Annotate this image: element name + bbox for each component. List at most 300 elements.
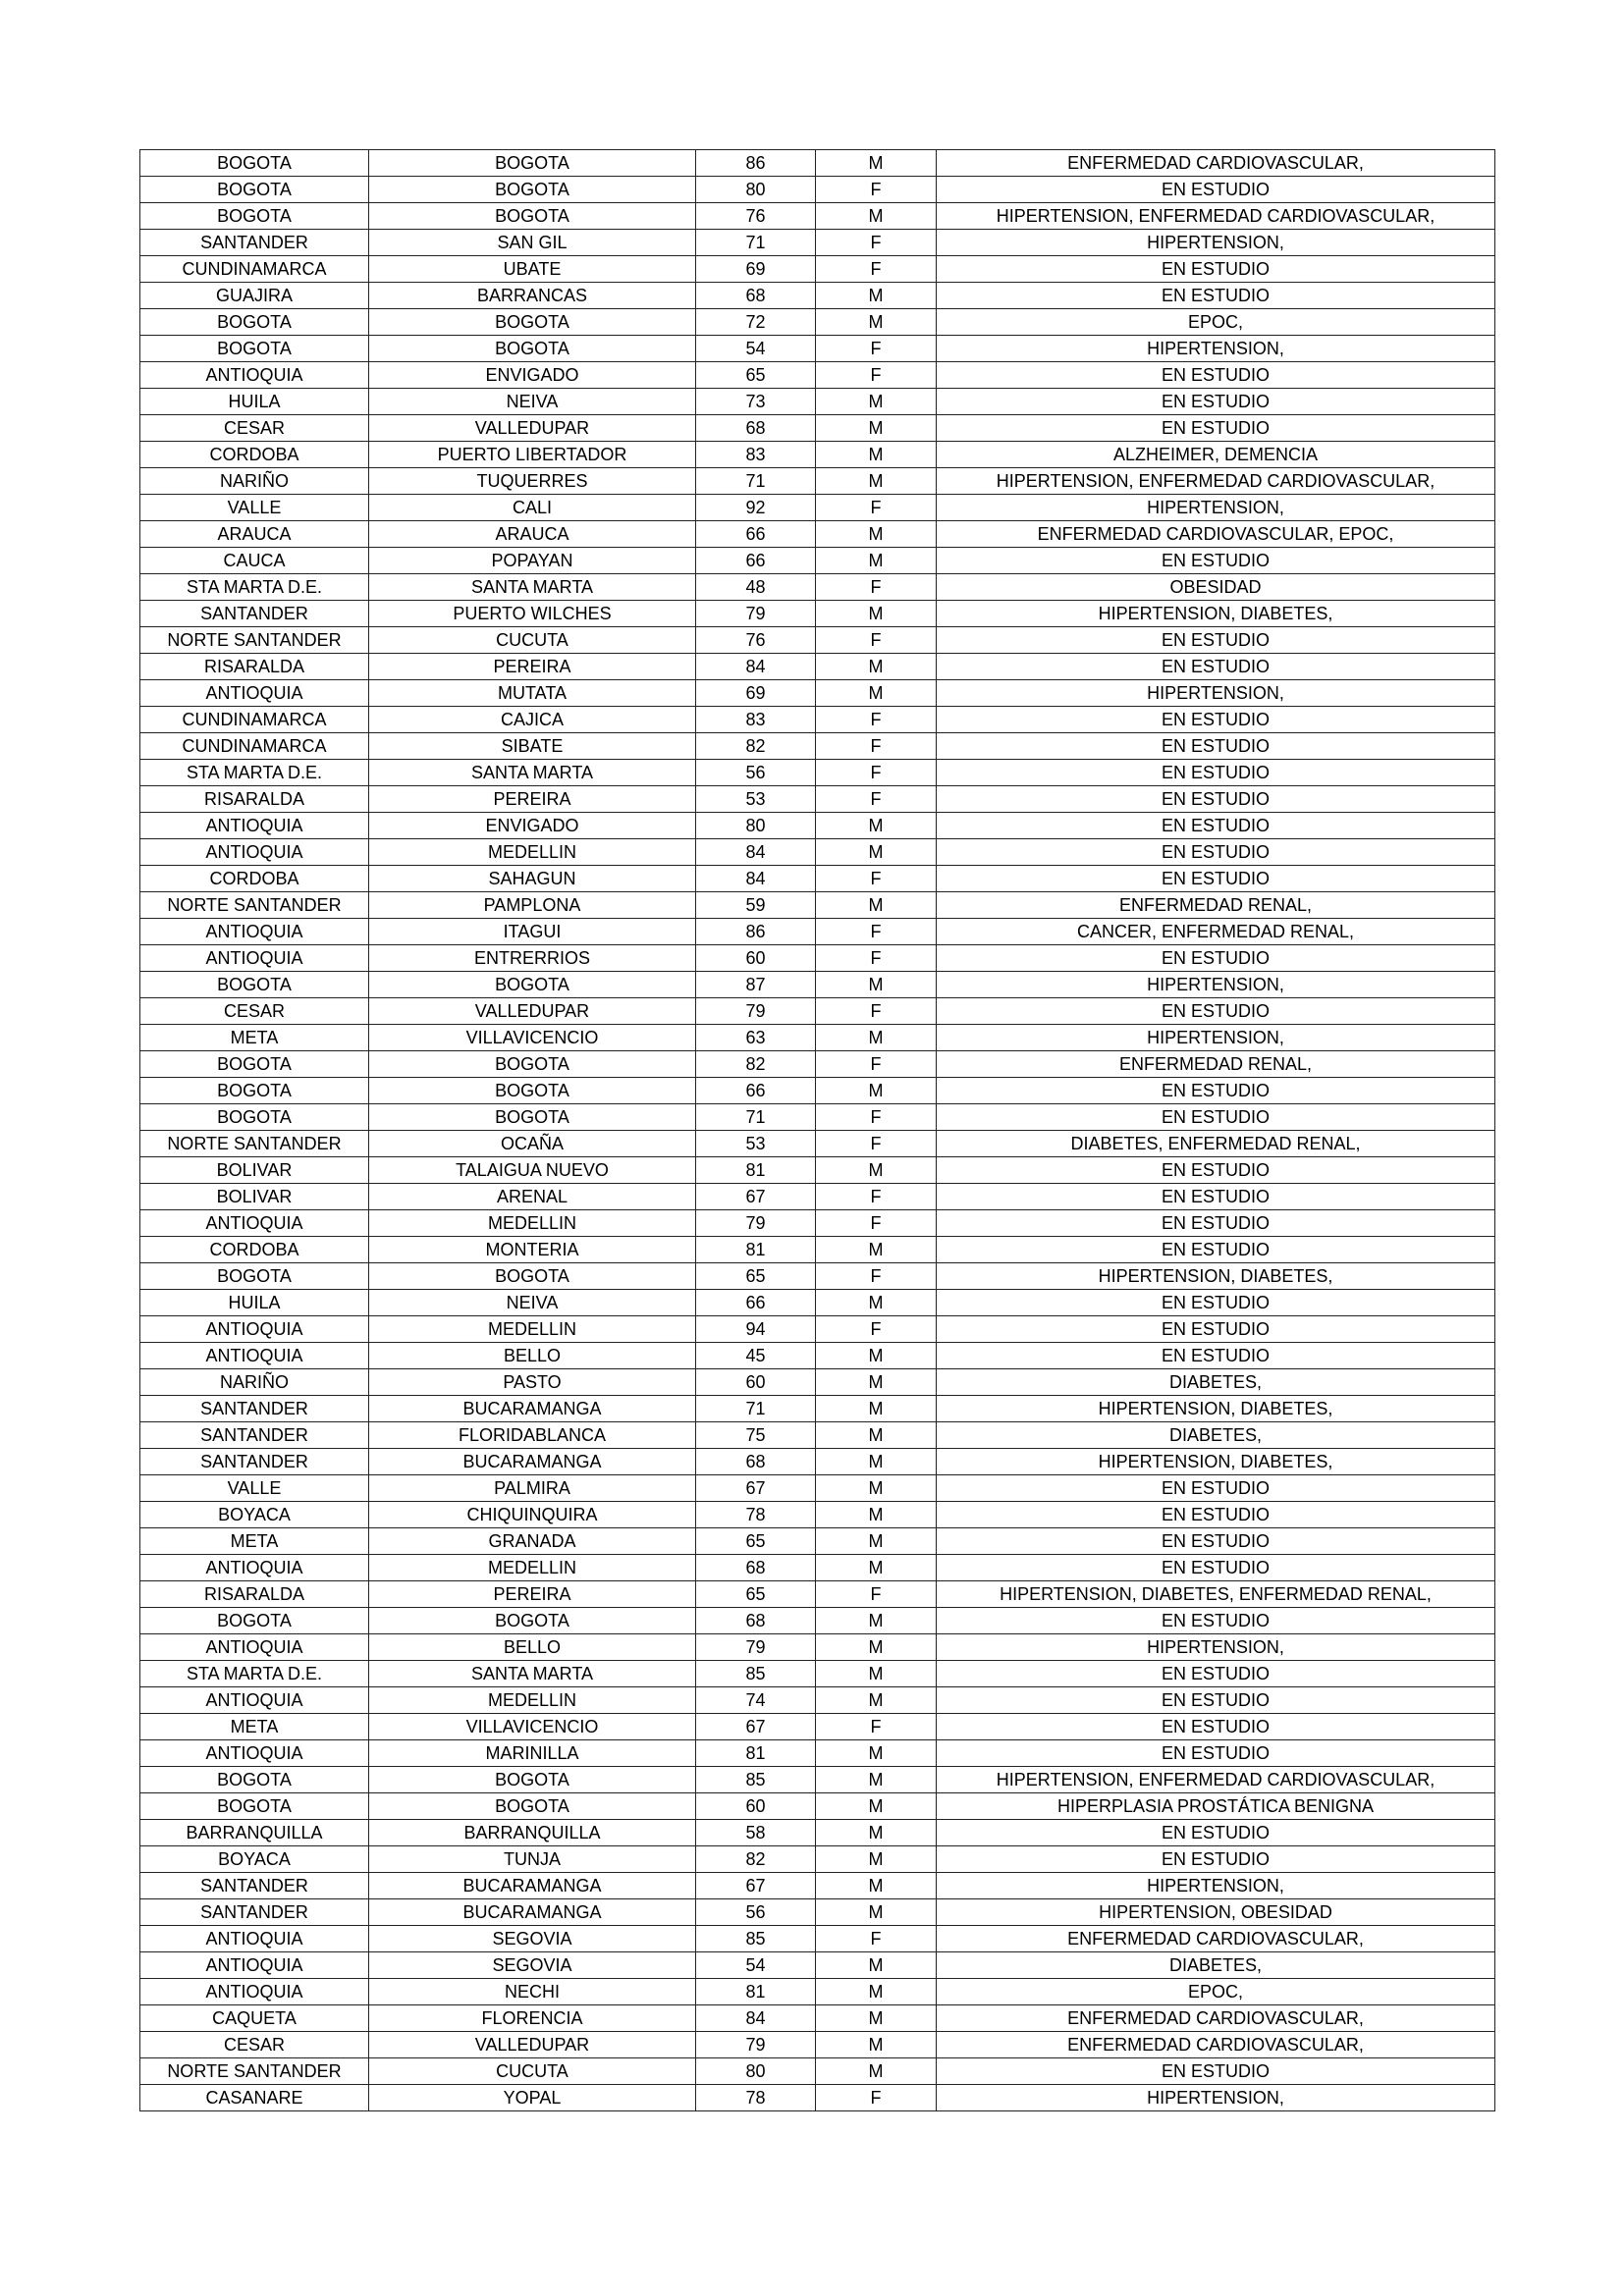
sex-cell: M: [816, 1369, 937, 1396]
sex-cell: F: [816, 1210, 937, 1237]
table-row: [140, 972, 1495, 998]
department-cell: CASANARE: [140, 2085, 369, 2111]
department-cell: BOGOTA: [140, 309, 369, 336]
age-cell: 87: [696, 972, 816, 998]
table-row: [140, 1634, 1495, 1661]
condition-cell: HIPERTENSION, OBESIDAD: [937, 1899, 1495, 1926]
table-row: [140, 362, 1495, 389]
age-cell: 69: [696, 680, 816, 707]
sex-cell: F: [816, 177, 937, 203]
sex-cell: M: [816, 1025, 937, 1051]
table-row: [140, 1714, 1495, 1740]
municipality-cell: VALLEDUPAR: [369, 2032, 696, 2058]
age-cell: 74: [696, 1687, 816, 1714]
municipality-cell: NECHI: [369, 1979, 696, 2005]
table-row: [140, 1078, 1495, 1104]
condition-cell: HIPERTENSION, DIABETES,: [937, 1396, 1495, 1422]
condition-cell: EN ESTUDIO: [937, 283, 1495, 309]
municipality-cell: BOGOTA: [369, 1608, 696, 1634]
department-cell: CORDOBA: [140, 442, 369, 468]
department-cell: ANTIOQUIA: [140, 1634, 369, 1661]
condition-cell: ENFERMEDAD RENAL,: [937, 1051, 1495, 1078]
municipality-cell: VALLEDUPAR: [369, 415, 696, 442]
condition-cell: EN ESTUDIO: [937, 1846, 1495, 1873]
table-row: [140, 574, 1495, 601]
condition-cell: EN ESTUDIO: [937, 707, 1495, 733]
sex-cell: M: [816, 548, 937, 574]
department-cell: SANTANDER: [140, 601, 369, 627]
age-cell: 72: [696, 309, 816, 336]
sex-cell: F: [816, 1581, 937, 1608]
condition-cell: ALZHEIMER, DEMENCIA: [937, 442, 1495, 468]
age-cell: 81: [696, 1979, 816, 2005]
municipality-cell: SEGOVIA: [369, 1952, 696, 1979]
municipality-cell: PEREIRA: [369, 654, 696, 680]
sex-cell: M: [816, 1687, 937, 1714]
age-cell: 80: [696, 2058, 816, 2085]
age-cell: 48: [696, 574, 816, 601]
municipality-cell: BARRANCAS: [369, 283, 696, 309]
department-cell: ANTIOQUIA: [140, 1952, 369, 1979]
municipality-cell: NEIVA: [369, 1290, 696, 1316]
condition-cell: EPOC,: [937, 309, 1495, 336]
condition-cell: EN ESTUDIO: [937, 1608, 1495, 1634]
age-cell: 53: [696, 1131, 816, 1157]
sex-cell: M: [816, 1078, 937, 1104]
municipality-cell: PASTO: [369, 1369, 696, 1396]
condition-cell: EN ESTUDIO: [937, 733, 1495, 760]
table-row: [140, 230, 1495, 256]
municipality-cell: BUCARAMANGA: [369, 1396, 696, 1422]
municipality-cell: BARRANQUILLA: [369, 1820, 696, 1846]
condition-cell: HIPERTENSION,: [937, 1873, 1495, 1899]
age-cell: 67: [696, 1714, 816, 1740]
sex-cell: F: [816, 945, 937, 972]
department-cell: CESAR: [140, 2032, 369, 2058]
condition-cell: EN ESTUDIO: [937, 945, 1495, 972]
department-cell: BOLIVAR: [140, 1157, 369, 1184]
condition-cell: EN ESTUDIO: [937, 1237, 1495, 1263]
condition-cell: EN ESTUDIO: [937, 177, 1495, 203]
age-cell: 65: [696, 362, 816, 389]
sex-cell: M: [816, 1343, 937, 1369]
department-cell: SANTANDER: [140, 1873, 369, 1899]
department-cell: VALLE: [140, 1475, 369, 1502]
municipality-cell: MARINILLA: [369, 1740, 696, 1767]
table-row: [140, 2058, 1495, 2085]
table-row: [140, 336, 1495, 362]
municipality-cell: MEDELLIN: [369, 1555, 696, 1581]
sex-cell: M: [816, 972, 937, 998]
department-cell: BOGOTA: [140, 1104, 369, 1131]
department-cell: NORTE SANTANDER: [140, 1131, 369, 1157]
table-row: [140, 495, 1495, 521]
table-row: [140, 1926, 1495, 1952]
municipality-cell: BUCARAMANGA: [369, 1449, 696, 1475]
age-cell: 53: [696, 786, 816, 813]
sex-cell: F: [816, 786, 937, 813]
table-row: [140, 283, 1495, 309]
table-row: [140, 1237, 1495, 1263]
department-cell: VALLE: [140, 495, 369, 521]
municipality-cell: MONTERIA: [369, 1237, 696, 1263]
age-cell: 92: [696, 495, 816, 521]
condition-cell: EPOC,: [937, 1979, 1495, 2005]
table-row: [140, 1793, 1495, 1820]
age-cell: 68: [696, 1608, 816, 1634]
table-row: [140, 177, 1495, 203]
table-row: [140, 1051, 1495, 1078]
department-cell: SANTANDER: [140, 1899, 369, 1926]
municipality-cell: SEGOVIA: [369, 1926, 696, 1952]
department-cell: ANTIOQUIA: [140, 1979, 369, 2005]
cases-table: [139, 149, 1495, 2111]
department-cell: HUILA: [140, 389, 369, 415]
age-cell: 80: [696, 177, 816, 203]
municipality-cell: ARAUCA: [369, 521, 696, 548]
municipality-cell: BOGOTA: [369, 1104, 696, 1131]
sex-cell: M: [816, 654, 937, 680]
table-row: [140, 150, 1495, 177]
department-cell: RISARALDA: [140, 654, 369, 680]
table-row: [140, 1873, 1495, 1899]
age-cell: 59: [696, 892, 816, 919]
sex-cell: F: [816, 998, 937, 1025]
municipality-cell: BOGOTA: [369, 1793, 696, 1820]
age-cell: 68: [696, 1555, 816, 1581]
table-row: [140, 256, 1495, 283]
age-cell: 76: [696, 203, 816, 230]
sex-cell: M: [816, 1449, 937, 1475]
department-cell: BOYACA: [140, 1846, 369, 1873]
department-cell: ARAUCA: [140, 521, 369, 548]
municipality-cell: ENVIGADO: [369, 813, 696, 839]
table-row: [140, 468, 1495, 495]
condition-cell: EN ESTUDIO: [937, 1687, 1495, 1714]
department-cell: BOGOTA: [140, 203, 369, 230]
department-cell: SANTANDER: [140, 1396, 369, 1422]
municipality-cell: CALI: [369, 495, 696, 521]
sex-cell: M: [816, 1422, 937, 1449]
table-row: [140, 203, 1495, 230]
condition-cell: EN ESTUDIO: [937, 2058, 1495, 2085]
condition-cell: HIPERTENSION,: [937, 972, 1495, 998]
sex-cell: M: [816, 1157, 937, 1184]
municipality-cell: PUERTO WILCHES: [369, 601, 696, 627]
table-row: [140, 389, 1495, 415]
condition-cell: HIPERTENSION, DIABETES, ENFERMEDAD RENAL,: [937, 1581, 1495, 1608]
municipality-cell: ENTRERRIOS: [369, 945, 696, 972]
municipality-cell: YOPAL: [369, 2085, 696, 2111]
department-cell: ANTIOQUIA: [140, 680, 369, 707]
table-row: [140, 1157, 1495, 1184]
condition-cell: HIPERTENSION, DIABETES,: [937, 1449, 1495, 1475]
table-row: [140, 2005, 1495, 2032]
sex-cell: F: [816, 256, 937, 283]
age-cell: 79: [696, 998, 816, 1025]
department-cell: BARRANQUILLA: [140, 1820, 369, 1846]
condition-cell: ENFERMEDAD RENAL,: [937, 892, 1495, 919]
age-cell: 71: [696, 468, 816, 495]
age-cell: 84: [696, 839, 816, 866]
sex-cell: M: [816, 1502, 937, 1528]
condition-cell: EN ESTUDIO: [937, 1714, 1495, 1740]
condition-cell: ENFERMEDAD CARDIOVASCULAR,: [937, 2005, 1495, 2032]
condition-cell: DIABETES, ENFERMEDAD RENAL,: [937, 1131, 1495, 1157]
department-cell: ANTIOQUIA: [140, 1740, 369, 1767]
cases-table-body: [140, 150, 1495, 2111]
department-cell: SANTANDER: [140, 1422, 369, 1449]
sex-cell: M: [816, 813, 937, 839]
age-cell: 73: [696, 389, 816, 415]
sex-cell: M: [816, 1290, 937, 1316]
table-row: [140, 1555, 1495, 1581]
age-cell: 66: [696, 548, 816, 574]
municipality-cell: BOGOTA: [369, 1078, 696, 1104]
table-row: [140, 2085, 1495, 2111]
sex-cell: M: [816, 892, 937, 919]
department-cell: STA MARTA D.E.: [140, 760, 369, 786]
municipality-cell: BUCARAMANGA: [369, 1873, 696, 1899]
sex-cell: F: [816, 1104, 937, 1131]
age-cell: 81: [696, 1740, 816, 1767]
table-row: [140, 1290, 1495, 1316]
age-cell: 83: [696, 442, 816, 468]
sex-cell: M: [816, 1846, 937, 1873]
sex-cell: F: [816, 1316, 937, 1343]
age-cell: 82: [696, 1051, 816, 1078]
age-cell: 66: [696, 521, 816, 548]
table-row: [140, 733, 1495, 760]
condition-cell: EN ESTUDIO: [937, 760, 1495, 786]
sex-cell: F: [816, 1184, 937, 1210]
department-cell: ANTIOQUIA: [140, 813, 369, 839]
municipality-cell: PEREIRA: [369, 1581, 696, 1608]
condition-cell: EN ESTUDIO: [937, 1528, 1495, 1555]
condition-cell: ENFERMEDAD CARDIOVASCULAR,: [937, 150, 1495, 177]
table-row: [140, 2032, 1495, 2058]
table-row: [140, 1740, 1495, 1767]
age-cell: 65: [696, 1581, 816, 1608]
sex-cell: M: [816, 415, 937, 442]
condition-cell: EN ESTUDIO: [937, 548, 1495, 574]
age-cell: 67: [696, 1184, 816, 1210]
sex-cell: F: [816, 707, 937, 733]
municipality-cell: ENVIGADO: [369, 362, 696, 389]
age-cell: 75: [696, 1422, 816, 1449]
municipality-cell: BELLO: [369, 1343, 696, 1369]
age-cell: 84: [696, 2005, 816, 2032]
municipality-cell: ITAGUI: [369, 919, 696, 945]
table-row: [140, 1767, 1495, 1793]
condition-cell: HIPERTENSION,: [937, 230, 1495, 256]
municipality-cell: BOGOTA: [369, 1051, 696, 1078]
department-cell: CORDOBA: [140, 1237, 369, 1263]
sex-cell: M: [816, 442, 937, 468]
municipality-cell: BOGOTA: [369, 150, 696, 177]
sex-cell: M: [816, 1740, 937, 1767]
department-cell: ANTIOQUIA: [140, 839, 369, 866]
sex-cell: M: [816, 283, 937, 309]
sex-cell: M: [816, 521, 937, 548]
department-cell: STA MARTA D.E.: [140, 1661, 369, 1687]
department-cell: CESAR: [140, 415, 369, 442]
municipality-cell: BOGOTA: [369, 309, 696, 336]
department-cell: BOGOTA: [140, 972, 369, 998]
table-row: [140, 601, 1495, 627]
municipality-cell: MEDELLIN: [369, 1210, 696, 1237]
sex-cell: M: [816, 1979, 937, 2005]
municipality-cell: MEDELLIN: [369, 1687, 696, 1714]
age-cell: 76: [696, 627, 816, 654]
sex-cell: F: [816, 1131, 937, 1157]
table-row: [140, 866, 1495, 892]
department-cell: ANTIOQUIA: [140, 1210, 369, 1237]
department-cell: CORDOBA: [140, 866, 369, 892]
sex-cell: F: [816, 1714, 937, 1740]
municipality-cell: SAHAGUN: [369, 866, 696, 892]
table-row: [140, 1502, 1495, 1528]
age-cell: 85: [696, 1661, 816, 1687]
condition-cell: EN ESTUDIO: [937, 415, 1495, 442]
age-cell: 63: [696, 1025, 816, 1051]
table-row: [140, 1025, 1495, 1051]
age-cell: 84: [696, 866, 816, 892]
age-cell: 84: [696, 654, 816, 680]
condition-cell: EN ESTUDIO: [937, 1078, 1495, 1104]
age-cell: 85: [696, 1767, 816, 1793]
age-cell: 56: [696, 760, 816, 786]
condition-cell: EN ESTUDIO: [937, 1555, 1495, 1581]
condition-cell: EN ESTUDIO: [937, 1316, 1495, 1343]
age-cell: 83: [696, 707, 816, 733]
municipality-cell: ARENAL: [369, 1184, 696, 1210]
department-cell: CAUCA: [140, 548, 369, 574]
municipality-cell: CHIQUINQUIRA: [369, 1502, 696, 1528]
condition-cell: EN ESTUDIO: [937, 786, 1495, 813]
sex-cell: F: [816, 574, 937, 601]
sex-cell: M: [816, 389, 937, 415]
sex-cell: M: [816, 1237, 937, 1263]
department-cell: ANTIOQUIA: [140, 1316, 369, 1343]
table-row: [140, 521, 1495, 548]
municipality-cell: TALAIGUA NUEVO: [369, 1157, 696, 1184]
municipality-cell: TUNJA: [369, 1846, 696, 1873]
municipality-cell: NEIVA: [369, 389, 696, 415]
sex-cell: M: [816, 1873, 937, 1899]
age-cell: 79: [696, 1634, 816, 1661]
age-cell: 68: [696, 1449, 816, 1475]
department-cell: ANTIOQUIA: [140, 362, 369, 389]
table-row: [140, 945, 1495, 972]
condition-cell: EN ESTUDIO: [937, 1343, 1495, 1369]
age-cell: 81: [696, 1157, 816, 1184]
sex-cell: F: [816, 1051, 937, 1078]
sex-cell: M: [816, 150, 937, 177]
condition-cell: HIPERTENSION,: [937, 2085, 1495, 2111]
sex-cell: F: [816, 1926, 937, 1952]
table-row: [140, 680, 1495, 707]
table-row: [140, 1131, 1495, 1157]
municipality-cell: BOGOTA: [369, 972, 696, 998]
age-cell: 54: [696, 1952, 816, 1979]
condition-cell: HIPERTENSION,: [937, 336, 1495, 362]
condition-cell: EN ESTUDIO: [937, 1157, 1495, 1184]
table-row: [140, 309, 1495, 336]
age-cell: 69: [696, 256, 816, 283]
municipality-cell: MUTATA: [369, 680, 696, 707]
sex-cell: M: [816, 1475, 937, 1502]
table-row: [140, 1581, 1495, 1608]
condition-cell: HIPERPLASIA PROSTÁTICA BENIGNA: [937, 1793, 1495, 1820]
sex-cell: M: [816, 2032, 937, 2058]
age-cell: 82: [696, 733, 816, 760]
department-cell: ANTIOQUIA: [140, 1926, 369, 1952]
sex-cell: F: [816, 866, 937, 892]
municipality-cell: VILLAVICENCIO: [369, 1025, 696, 1051]
condition-cell: EN ESTUDIO: [937, 1184, 1495, 1210]
department-cell: BOGOTA: [140, 1767, 369, 1793]
department-cell: BOGOTA: [140, 336, 369, 362]
municipality-cell: SAN GIL: [369, 230, 696, 256]
condition-cell: EN ESTUDIO: [937, 362, 1495, 389]
condition-cell: EN ESTUDIO: [937, 998, 1495, 1025]
municipality-cell: BOGOTA: [369, 336, 696, 362]
condition-cell: EN ESTUDIO: [937, 866, 1495, 892]
sex-cell: M: [816, 1820, 937, 1846]
age-cell: 81: [696, 1237, 816, 1263]
condition-cell: EN ESTUDIO: [937, 1740, 1495, 1767]
department-cell: BOGOTA: [140, 1263, 369, 1290]
age-cell: 68: [696, 415, 816, 442]
department-cell: CUNDINAMARCA: [140, 256, 369, 283]
condition-cell: ENFERMEDAD CARDIOVASCULAR,: [937, 2032, 1495, 2058]
department-cell: BOGOTA: [140, 150, 369, 177]
department-cell: RISARALDA: [140, 1581, 369, 1608]
department-cell: HUILA: [140, 1290, 369, 1316]
department-cell: ANTIOQUIA: [140, 919, 369, 945]
age-cell: 71: [696, 1104, 816, 1131]
age-cell: 94: [696, 1316, 816, 1343]
age-cell: 71: [696, 230, 816, 256]
condition-cell: HIPERTENSION, ENFERMEDAD CARDIOVASCULAR,: [937, 468, 1495, 495]
department-cell: BOGOTA: [140, 1078, 369, 1104]
age-cell: 54: [696, 336, 816, 362]
department-cell: CESAR: [140, 998, 369, 1025]
sex-cell: M: [816, 680, 937, 707]
table-row: [140, 1687, 1495, 1714]
condition-cell: HIPERTENSION, ENFERMEDAD CARDIOVASCULAR,: [937, 203, 1495, 230]
sex-cell: F: [816, 1263, 937, 1290]
table-row: [140, 1422, 1495, 1449]
municipality-cell: BOGOTA: [369, 1767, 696, 1793]
age-cell: 66: [696, 1290, 816, 1316]
sex-cell: M: [816, 1793, 937, 1820]
sex-cell: M: [816, 1528, 937, 1555]
municipality-cell: BOGOTA: [369, 203, 696, 230]
department-cell: ANTIOQUIA: [140, 1555, 369, 1581]
municipality-cell: POPAYAN: [369, 548, 696, 574]
condition-cell: EN ESTUDIO: [937, 1502, 1495, 1528]
condition-cell: HIPERTENSION, ENFERMEDAD CARDIOVASCULAR,: [937, 1767, 1495, 1793]
municipality-cell: CAJICA: [369, 707, 696, 733]
condition-cell: DIABETES,: [937, 1952, 1495, 1979]
municipality-cell: SANTA MARTA: [369, 1661, 696, 1687]
condition-cell: EN ESTUDIO: [937, 1661, 1495, 1687]
table-row: [140, 839, 1495, 866]
department-cell: ANTIOQUIA: [140, 945, 369, 972]
condition-cell: HIPERTENSION,: [937, 680, 1495, 707]
